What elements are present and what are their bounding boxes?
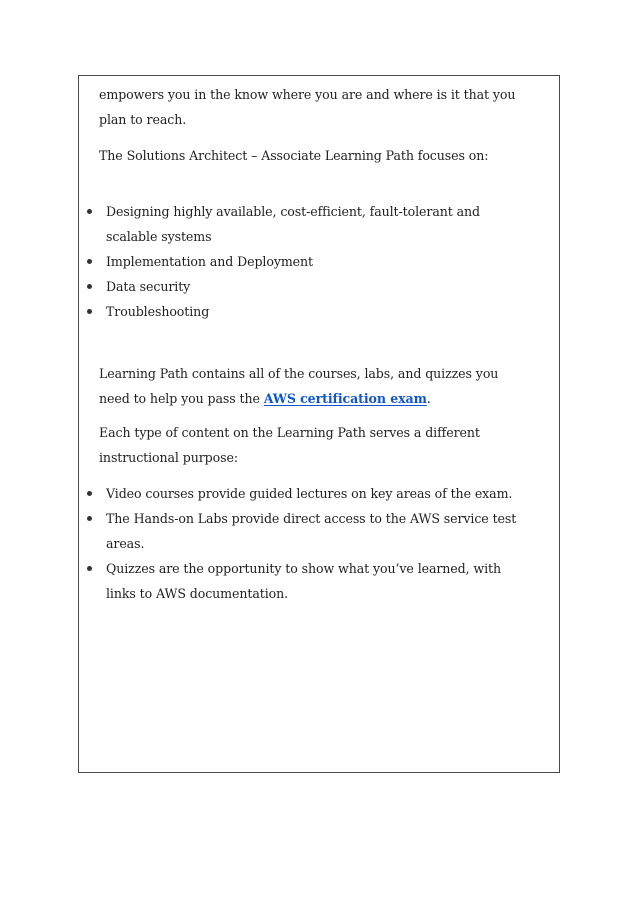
focus-list [79, 199, 559, 324]
bullet-icon [87, 309, 92, 314]
aws-certification-exam-link[interactable]: AWS certification exam [263, 391, 427, 406]
list-item-line: Troubleshooting [106, 304, 210, 319]
list-item-line: The Hands-on Labs provide direct access to the AWS service test [106, 511, 517, 526]
contains-line-1: Learning Path contains all of the courses, labs, and quizzes you [99, 366, 499, 381]
contains-line-2-suffix: . [426, 391, 431, 406]
bullet-icon [87, 516, 92, 521]
list-item-line: scalable systems [106, 229, 212, 244]
list-item-line: Designing highly available, cost-efficient, fault-tolerant and [106, 204, 480, 219]
list-item [79, 481, 559, 506]
bullet-icon [87, 284, 92, 289]
purpose-line-1: Each type of content on the Learning Path serves a different [99, 425, 480, 440]
list-item [79, 274, 559, 299]
contains-paragraph [99, 361, 539, 411]
list-item [79, 556, 559, 606]
intro-paragraph [99, 82, 539, 132]
list-item-line: Data security [106, 279, 191, 294]
bullet-icon [87, 566, 92, 571]
list-item-line: links to AWS documentation. [106, 586, 289, 601]
list-item-line: Video courses provide guided lectures on key areas of the exam. [106, 486, 513, 501]
contains-line-2-prefix: need to help you pass the [99, 391, 264, 406]
purpose-paragraph [99, 420, 539, 470]
list-item [79, 249, 559, 274]
bullet-icon [87, 209, 92, 214]
page-frame [78, 75, 560, 773]
list-item-line: areas. [106, 536, 145, 551]
list-item-line: Quizzes are the opportunity to show what you’ve learned, with [106, 561, 502, 576]
focus-heading: The Solutions Architect – Associate Learning Path focuses on: [99, 148, 489, 163]
purpose-line-2: instructional purpose: [99, 450, 238, 465]
intro-line-1: empowers you in the know where you are and where is it that you [99, 87, 516, 102]
intro-line-2: plan to reach. [99, 112, 187, 127]
content-types-list [79, 481, 559, 606]
list-item [79, 506, 559, 556]
list-item [79, 199, 559, 249]
bullet-icon [87, 259, 92, 264]
bullet-icon [87, 491, 92, 496]
contains-line-2 [99, 386, 539, 411]
list-item-line: Implementation and Deployment [106, 254, 314, 269]
list-item [79, 299, 559, 324]
